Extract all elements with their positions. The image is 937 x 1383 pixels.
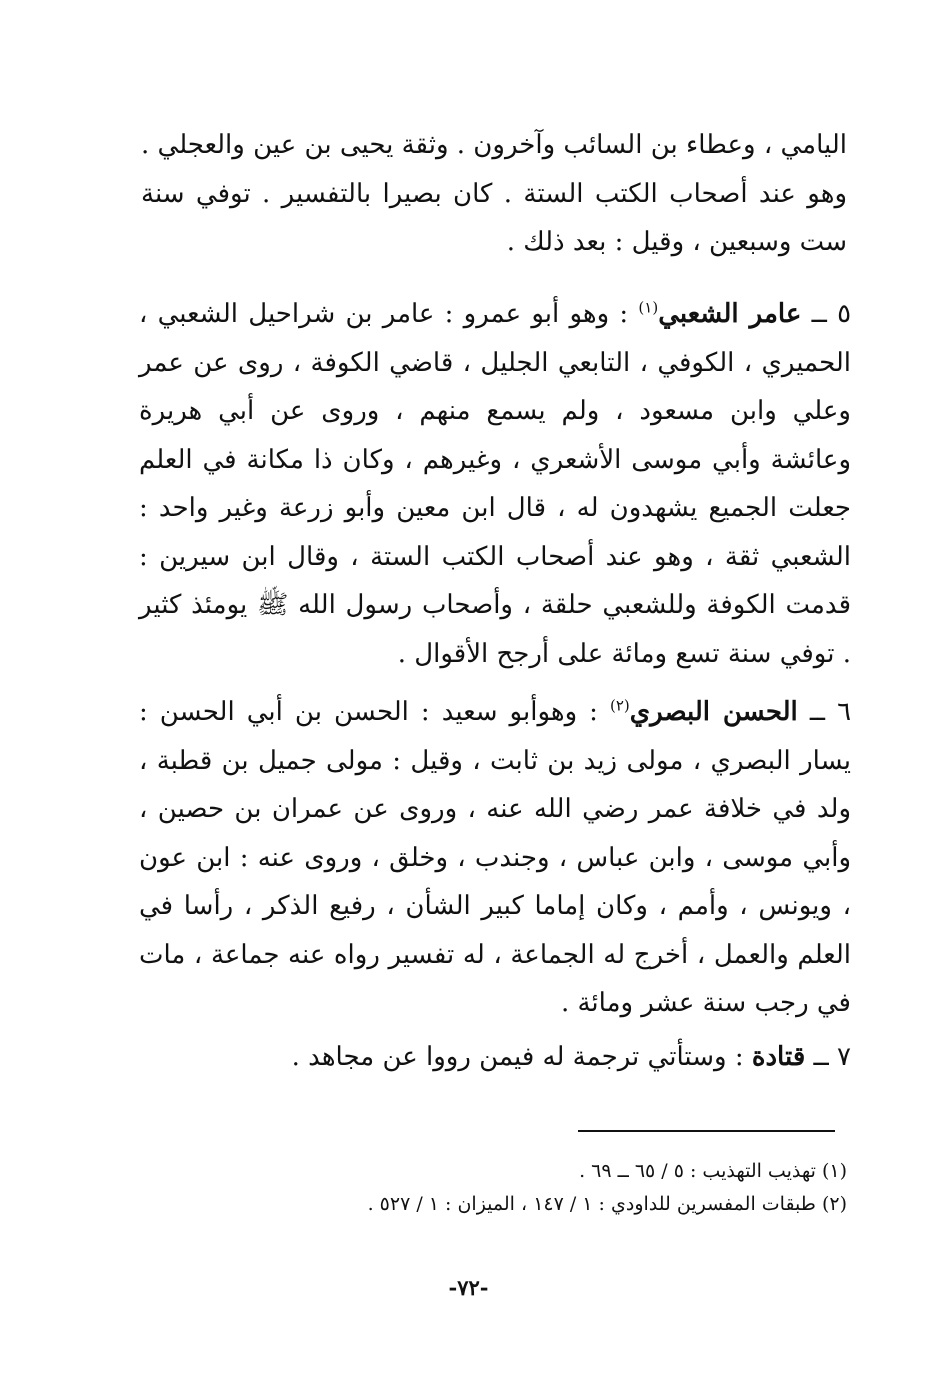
footnotes — [141, 1155, 847, 1221]
entry-name: الحسن البصري — [629, 697, 798, 727]
entry-number: ٧ ــ — [813, 1042, 851, 1072]
footnote-2: (٢) طبقات المفسرين للداودي : ١ / ١٤٧ ، الميزان : ١ / ٥٢٧ . — [367, 1193, 847, 1215]
entry-number: ٥ ــ — [811, 299, 852, 329]
intro-text: اليامي ، وعطاء بن السائب وآخرون . وثقة يحيى بن عين والعجلي . وهو عند أصحاب الكتب الستة . كان بصيرا بالتفسير . توفي سنة ست وسبعين ، وقيل : بعد ذلك . — [141, 130, 847, 257]
biography-entry-qatada — [139, 1033, 851, 1082]
biography-entry-amir-al-shabi — [139, 290, 851, 678]
entry-text: : وستأتي ترجمة له فيمن رووا عن مجاهد . — [291, 1042, 744, 1072]
footnote-separator — [578, 1130, 835, 1132]
entry-text: : وهوأبو سعيد : الحسن بن أبي الحسن : يسار البصري ، مولى زيد بن ثابت ، وقيل : مولى جميل بن قطبة ، ولد في خلافة عمر رضي الله عنه ، وروى عن عمران بن حصين ، وأبي موسى ، وابن عباس ، وجندب ، وخلق ، وروى عنه : ابن عون ، ويونس ، وأمم ، وكان إماما كبير الشأن ، رفيع الذكر ، رأسا في العلم والعمل ، أخرج له الجماعة ، له تفسير رواه عنه جماعة ، مات في رجب سنة عشر ومائة . — [139, 697, 851, 1018]
entry-text: : وهو أبو عمرو : عامر بن شراحيل الشعبي ، الحميري ، الكوفي ، التابعي الجليل ، قاضي الكوفة ، روى عن عمر وعلي وابن مسعود ، ولم يسمع منهم ، وروى عن أبي هريرة وعائشة وأبي موسى الأشعري ، وغيرهم ، وكان ذا مكانة في العلم جعلت الجميع يشهدون له ، قال ابن معين وأبو زرعة وغير واحد : الشعبي ثقة ، وهو عند أصحاب الكتب الستة ، وقال ابن سيرين : قدمت الكوفة وللشعبي حلقة ، وأصحاب رسول الله ﷺ يومئذ كثير . توفي سنة تسع ومائة على أرجح الأقوال . — [139, 299, 851, 669]
entry-name: عامر الشعبي — [658, 299, 802, 329]
entry-number: ٦ ــ — [809, 697, 852, 727]
footnote-ref: (٢) — [610, 696, 630, 715]
intro-paragraph — [141, 121, 847, 267]
footnote-ref: (١) — [638, 298, 659, 317]
page-number: -٧٢- — [448, 1275, 489, 1300]
footnote-1: (١) تهذيب التهذيب : ٥ / ٦٥ ــ ٦٩ . — [579, 1160, 847, 1182]
biography-entry-al-hasan-al-basri — [139, 688, 851, 1028]
entry-name: قتادة — [751, 1042, 806, 1072]
